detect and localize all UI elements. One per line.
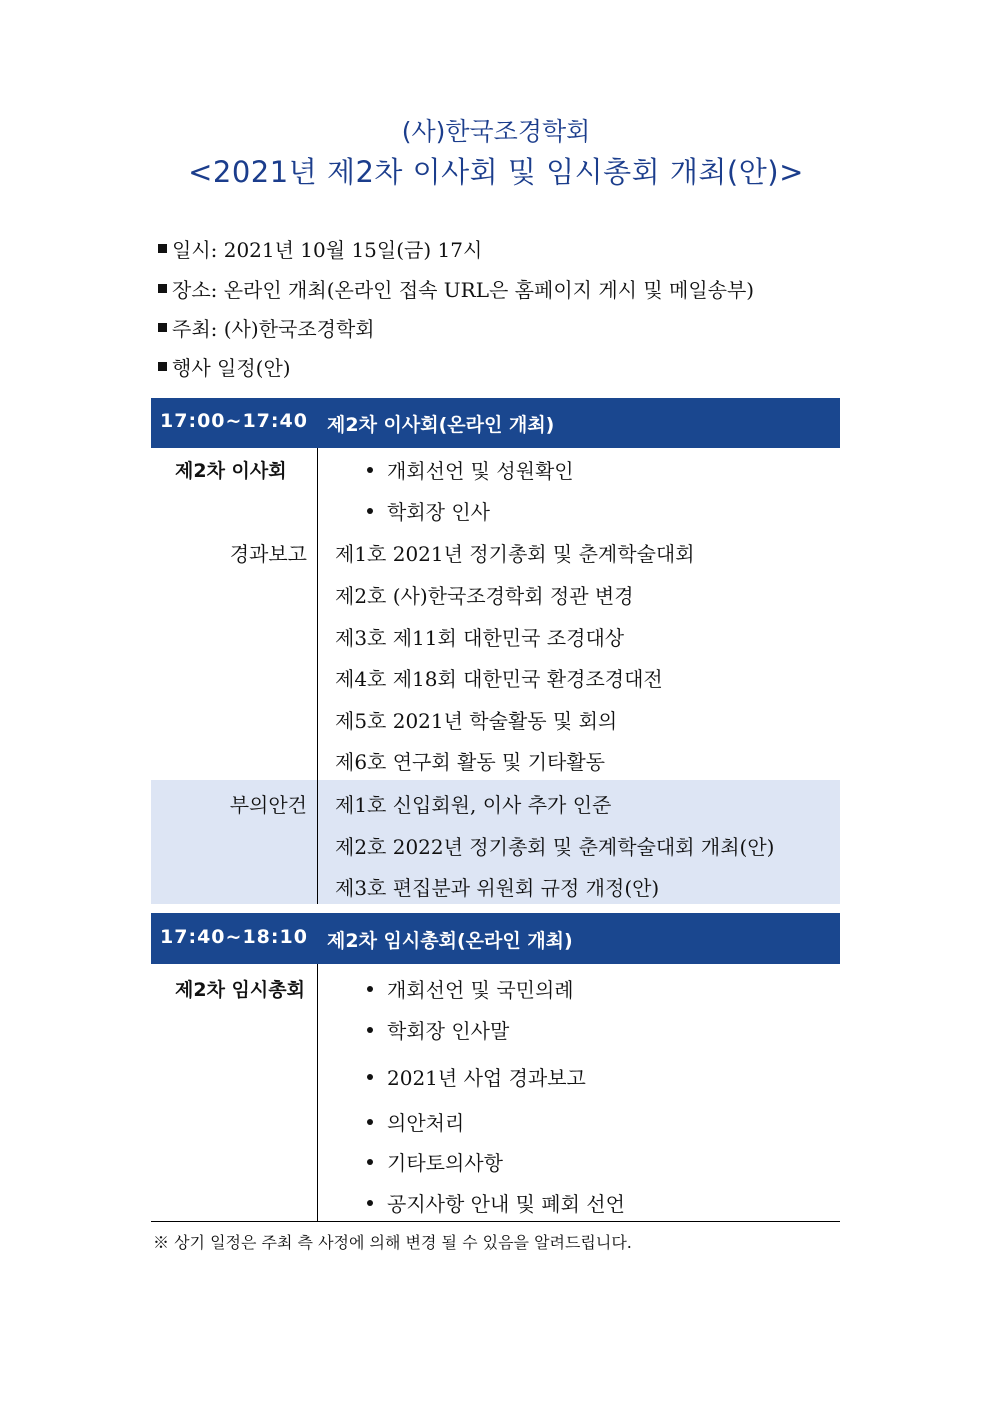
agenda-label: 부의안건: [229, 793, 307, 817]
vline-assembly: [317, 964, 318, 1221]
info-date: [158, 236, 482, 264]
agenda-item: 제1호 신입회원, 이사 추가 인준: [335, 793, 612, 817]
assembly-item-text: 공지사항 안내 및 폐회 선언: [387, 1192, 625, 1216]
report-item: 제6호 연구회 활동 및 기타활동: [335, 750, 605, 774]
agenda-item: 제3호 편집분과 위원회 규정 개정(안): [335, 876, 660, 900]
assembly-label: 제2차 임시총회: [175, 979, 305, 1001]
assembly-item: [367, 1188, 625, 1217]
assembly-item: [367, 1147, 503, 1176]
info-schedule-text: 행사 일정(안): [172, 356, 291, 380]
info-place-text: 장소: 온라인 개최(온라인 접속 URL은 홈페이지 게시 및 메일송부): [172, 278, 755, 302]
report-item: 제4호 제18회 대한민국 환경조경대전: [335, 667, 663, 691]
org-name: (사)한국조경학회: [401, 117, 591, 146]
bullet-dot-icon: [367, 1200, 373, 1206]
agenda-item: 제2호 2022년 정기총회 및 춘계학술대회 개최(안): [335, 835, 775, 859]
square-bullet-icon: [158, 323, 167, 332]
report-item: 제1호 2021년 정기총회 및 춘계학술대회: [335, 542, 695, 566]
square-bullet-icon: [158, 244, 167, 253]
board-label: 제2차 이사회: [175, 460, 287, 482]
bullet-dot-icon: [367, 1159, 373, 1165]
opening-item: [367, 496, 490, 525]
assembly-item: [367, 974, 574, 1003]
info-host-text: 주최: (사)한국조경학회: [172, 317, 375, 341]
assembly-item: [367, 1062, 586, 1091]
footnote: ※ 상기 일정은 주최 측 사정에 의해 변경 될 수 있음을 알려드립니다.: [153, 1233, 632, 1252]
assembly-item-text: 학회장 인사말: [387, 1019, 510, 1043]
board-session-title: 제2차 이사회(온라인 개최): [327, 414, 555, 436]
assembly-item-text: 의안처리: [387, 1111, 465, 1135]
square-bullet-icon: [158, 284, 167, 293]
info-host: [158, 315, 375, 343]
session-band-assembly: [151, 913, 840, 964]
bullet-dot-icon: [367, 1074, 373, 1080]
page-title: <2021년 제2차 이사회 및 임시총회 개최(안)>: [188, 155, 804, 189]
table-bottom-rule: [151, 1221, 840, 1222]
bullet-dot-icon: [367, 1027, 373, 1033]
square-bullet-icon: [158, 362, 167, 371]
bullet-dot-icon: [367, 986, 373, 992]
opening-item: [367, 455, 574, 484]
opening-item-text: 개회선언 및 성원확인: [387, 459, 574, 483]
info-place: [158, 276, 754, 304]
report-item: 제2호 (사)한국조경학회 정관 변경: [335, 584, 634, 608]
assembly-item-text: 개회선언 및 국민의례: [387, 978, 574, 1002]
info-date-text: 일시: 2021년 10월 15일(금) 17시: [172, 238, 483, 262]
assembly-item: [367, 1015, 509, 1044]
assembly-item-text: 기타토의사항: [387, 1151, 503, 1175]
bullet-dot-icon: [367, 508, 373, 514]
vline-board: [317, 448, 318, 904]
assembly-item-text: 2021년 사업 경과보고: [387, 1066, 586, 1090]
bullet-dot-icon: [367, 1119, 373, 1125]
info-schedule: [158, 354, 291, 382]
report-label: 경과보고: [229, 542, 307, 566]
assembly-session-title: 제2차 임시총회(온라인 개최): [327, 930, 573, 952]
session-band-board: [151, 398, 840, 448]
assembly-item: [367, 1107, 464, 1136]
report-item: 제3호 제11회 대한민국 조경대상: [335, 626, 625, 650]
opening-item-text: 학회장 인사: [387, 500, 490, 524]
assembly-time: 17:40~18:10: [160, 926, 308, 948]
report-item: 제5호 2021년 학술활동 및 회의: [335, 709, 618, 733]
bullet-dot-icon: [367, 467, 373, 473]
board-time: 17:00~17:40: [160, 410, 308, 432]
